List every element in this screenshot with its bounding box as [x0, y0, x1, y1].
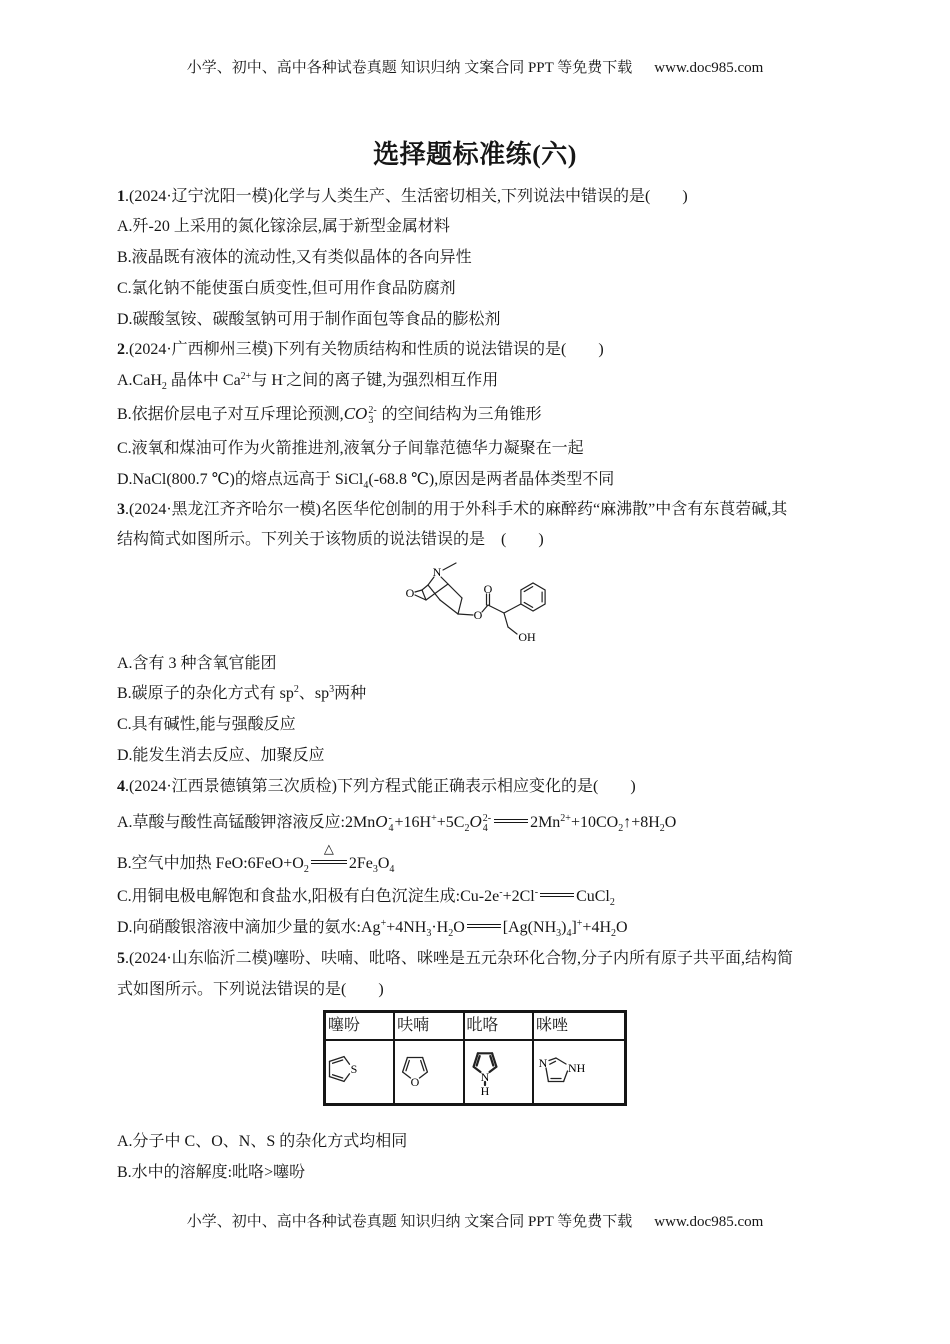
- stem-text: .(2024·江西景德镇第三次质检)下列方程式能正确表示相应变化的是( ): [125, 778, 636, 795]
- superscript: -: [282, 371, 287, 382]
- question-3-option-a: A.含有 3 种含氧官能团: [117, 655, 277, 672]
- header-pyrrole: 吡咯: [464, 1012, 533, 1041]
- formula-carbonate: CO: [343, 404, 368, 423]
- question-3-stem: [117, 499, 787, 521]
- hydroxyl-label: OH: [518, 630, 536, 644]
- stem-text: .(2024·广西柳州三模)下列有关物质结构和性质的说法错误的是( ): [125, 341, 604, 358]
- text-segment: 的空间结构为三角锥形: [377, 406, 542, 423]
- epoxide-o-label: O: [405, 586, 415, 600]
- text-segment: +2Cl: [502, 888, 535, 905]
- heating-equals-sign: [311, 841, 347, 864]
- imidazole-n-label: N: [538, 1056, 548, 1070]
- text-segment: 之间的离子键,为强烈相互作用: [286, 372, 499, 389]
- header-thiophene: 噻吩: [325, 1012, 395, 1041]
- imidazole-bonds: [546, 1058, 568, 1082]
- question-2-option-a: [117, 370, 498, 392]
- thiophene-s-label: S: [350, 1062, 358, 1076]
- subscript: 3: [368, 415, 374, 426]
- text-segment: +10CO: [570, 814, 619, 831]
- text-segment: O: [377, 855, 390, 872]
- stem-text: .(2024·辽宁沈阳一模)化学与人类生产、生活密切相关,下列说法中错误的是( ): [125, 188, 688, 205]
- scopolamine-structure: [400, 560, 552, 650]
- equals-sign: [311, 860, 347, 864]
- pyrrole-cell: [464, 1040, 533, 1105]
- question-5-stem: [117, 948, 793, 970]
- header-furan: 呋喃: [394, 1012, 463, 1041]
- page-title: 选择题标准练(六): [373, 140, 577, 169]
- text-segment: C.用铜电极电解饱和食盐水,阳极有白色沉淀生成:Cu-2e: [117, 888, 500, 905]
- subscript: 4: [389, 863, 395, 875]
- question-number: 3: [117, 501, 125, 518]
- question-1-option-c: C.氯化钠不能使蛋白质变性,但可用作食品防腐剂: [117, 280, 456, 297]
- thiophene-structure: [326, 1041, 392, 1101]
- text-segment: B.依据价层电子对互斥理论预测,: [117, 406, 344, 423]
- superscript: 2-: [368, 405, 377, 416]
- heterocycle-table: [323, 1010, 627, 1106]
- imidazole-cell: [533, 1040, 626, 1105]
- question-1-option-b: B.液晶既有液体的流动性,又有类似晶体的各向异性: [117, 249, 472, 266]
- header-text: 小学、初中、高中各种试卷真题 知识归纳 文案合同 PPT 等免费下载: [186, 60, 633, 76]
- question-4-option-a: [117, 811, 676, 833]
- question-1-option-a: A.歼-20 上采用的氮化镓涂层,属于新型金属材料: [117, 218, 450, 235]
- question-number: 5: [117, 950, 125, 967]
- text-segment: O: [469, 812, 482, 831]
- subscript: 4: [482, 823, 488, 834]
- charge-stack: [483, 814, 491, 834]
- subscript: 2: [609, 896, 615, 908]
- text-segment: O: [453, 919, 465, 936]
- subscript: 2: [659, 822, 665, 834]
- furan-structure: [395, 1041, 461, 1101]
- ester-o-label: O: [473, 608, 483, 622]
- text-segment: (-68.8 ℃),原因是两者晶体类型不同: [368, 471, 615, 488]
- question-2-option-b: [117, 403, 542, 425]
- question-4-stem: [117, 776, 636, 798]
- header-site-link[interactable]: www.doc985.com: [654, 60, 764, 76]
- text-segment: ): [561, 919, 567, 936]
- subscript: 4: [363, 479, 369, 491]
- question-2-stem: [117, 339, 604, 361]
- text-segment: +4NH: [386, 919, 427, 936]
- subscript: 2: [303, 863, 309, 875]
- question-number: 2: [117, 341, 125, 358]
- footer-site-link[interactable]: www.doc985.com: [654, 1214, 764, 1230]
- question-number: 4: [117, 778, 125, 795]
- subscript: 3: [556, 927, 562, 939]
- text-segment: O: [664, 814, 677, 831]
- superscript: -: [388, 813, 392, 824]
- equals-sign: [467, 924, 501, 928]
- charge-stack: [368, 406, 376, 426]
- superscript: 2: [293, 684, 299, 695]
- equals-sign: [540, 893, 574, 897]
- question-4-option-d: [117, 917, 628, 939]
- pyrrole-n-label: N: [480, 1070, 489, 1084]
- text-segment: 、sp: [298, 685, 330, 702]
- text-segment: B.碳原子的杂化方式有 sp: [117, 685, 294, 702]
- text-segment: D.NaCl(800.7 ℃)的熔点远高于 SiCl: [117, 471, 364, 488]
- footer-text: 小学、初中、高中各种试卷真题 知识归纳 文案合同 PPT 等免费下载: [186, 1214, 633, 1230]
- page-header: [0, 57, 950, 79]
- text-segment: D.向硝酸银溶液中滴加少量的氨水:Ag: [117, 919, 381, 936]
- subscript: 4: [388, 823, 394, 834]
- superscript: 2+: [240, 371, 252, 382]
- question-5-option-b: B.水中的溶解度:吡咯>噻吩: [117, 1164, 306, 1181]
- header-imidazole: 咪唑: [533, 1012, 626, 1041]
- question-1-option-d: D.碳酸氢铵、碳酸氢钠可用于制作面包等食品的膨松剂: [117, 311, 501, 328]
- text-segment: 与 H: [251, 372, 283, 389]
- subscript: 4: [566, 927, 572, 939]
- charge-stack: [389, 814, 394, 834]
- amine-n-label: N: [432, 565, 442, 579]
- page-footer: [0, 1211, 950, 1233]
- subscript: 2: [611, 927, 616, 939]
- equals-sign: [494, 819, 528, 823]
- text-segment: +4H: [582, 919, 611, 936]
- subscript: 2: [618, 822, 624, 834]
- superscript: -: [534, 887, 539, 898]
- question-2-option-c: C.液氧和煤油可作为火箭推进剂,液氧分子间靠范德华力凝聚在一起: [117, 440, 584, 457]
- text-segment: +5C: [436, 814, 465, 831]
- imidazole-nh-label: NH: [568, 1061, 586, 1075]
- text-segment: 2Fe: [348, 855, 373, 872]
- superscript: +: [431, 813, 437, 824]
- furan-o-label: O: [410, 1075, 420, 1089]
- subscript: 3: [372, 863, 378, 875]
- subscript: 3: [426, 927, 432, 939]
- question-3-option-b: [117, 683, 366, 705]
- superscript: 3: [329, 684, 335, 695]
- text-segment: A.草酸与酸性高锰酸钾溶液反应:2Mn: [117, 814, 376, 831]
- stem-text: .(2024·山东临沂二模)噻吩、呋喃、吡咯、咪唑是五元杂环化合物,分子内所有原子共平面,结构简: [125, 950, 793, 967]
- question-5-option-a: A.分子中 C、O、N、S 的杂化方式均相同: [117, 1133, 408, 1150]
- question-4-option-c: [117, 886, 615, 908]
- furan-cell: [394, 1040, 463, 1105]
- heat-condition: △: [323, 841, 334, 856]
- superscript: +: [576, 918, 583, 929]
- text-segment: CuCl: [576, 888, 610, 905]
- question-2-option-d: [117, 469, 614, 491]
- text-segment: ·H: [431, 919, 449, 936]
- text-segment: ]: [571, 919, 577, 936]
- question-4-option-b: [117, 841, 395, 875]
- superscript: 2-: [482, 813, 492, 824]
- text-segment: A.CaH: [117, 372, 162, 389]
- thiophene-cell: [325, 1040, 395, 1105]
- question-3-option-c: C.具有碱性,能与强酸反应: [117, 716, 296, 733]
- text-segment: O: [616, 919, 628, 936]
- imidazole-structure: [534, 1041, 624, 1101]
- text-segment: O: [375, 812, 388, 831]
- table-header-row: [325, 1012, 626, 1041]
- text-segment: [Ag(NH: [502, 919, 557, 936]
- question-number: 1: [117, 188, 125, 205]
- pyrrole-h-label: H: [480, 1084, 489, 1098]
- thiophene-bonds: [330, 1057, 350, 1082]
- question-1-stem: [117, 186, 688, 208]
- subscript: 2: [464, 822, 470, 834]
- table-structure-row: [325, 1040, 626, 1105]
- carbonyl-o-label: O: [483, 582, 493, 596]
- pyrrole-structure: [465, 1041, 531, 1101]
- text-segment: 晶体中 Ca: [166, 372, 241, 389]
- question-3-stem-continued: 结构简式如图所示。下列关于该物质的说法错误的是 ( ): [117, 531, 544, 548]
- text-segment: ↑+8H: [623, 814, 660, 831]
- superscript: -: [499, 887, 503, 898]
- subscript: 2: [448, 927, 454, 939]
- text-segment: 两种: [334, 685, 367, 702]
- text-segment: 2Mn: [530, 814, 561, 831]
- question-3-option-d: D.能发生消去反应、加聚反应: [117, 747, 325, 764]
- subscript: 2: [161, 380, 167, 392]
- superscript: +: [380, 918, 387, 929]
- question-5-stem-continued: 式如图所示。下列说法错误的是( ): [117, 981, 384, 998]
- superscript: 2+: [560, 813, 571, 824]
- stem-text: .(2024·黑龙江齐齐哈尔一模)名医华佗创制的用于外科手术的麻醉药“麻沸散”中含有东莨菪碱,其: [125, 501, 788, 518]
- text-segment: B.空气中加热 FeO:6FeO+O: [117, 855, 304, 872]
- text-segment: +16H: [394, 814, 432, 831]
